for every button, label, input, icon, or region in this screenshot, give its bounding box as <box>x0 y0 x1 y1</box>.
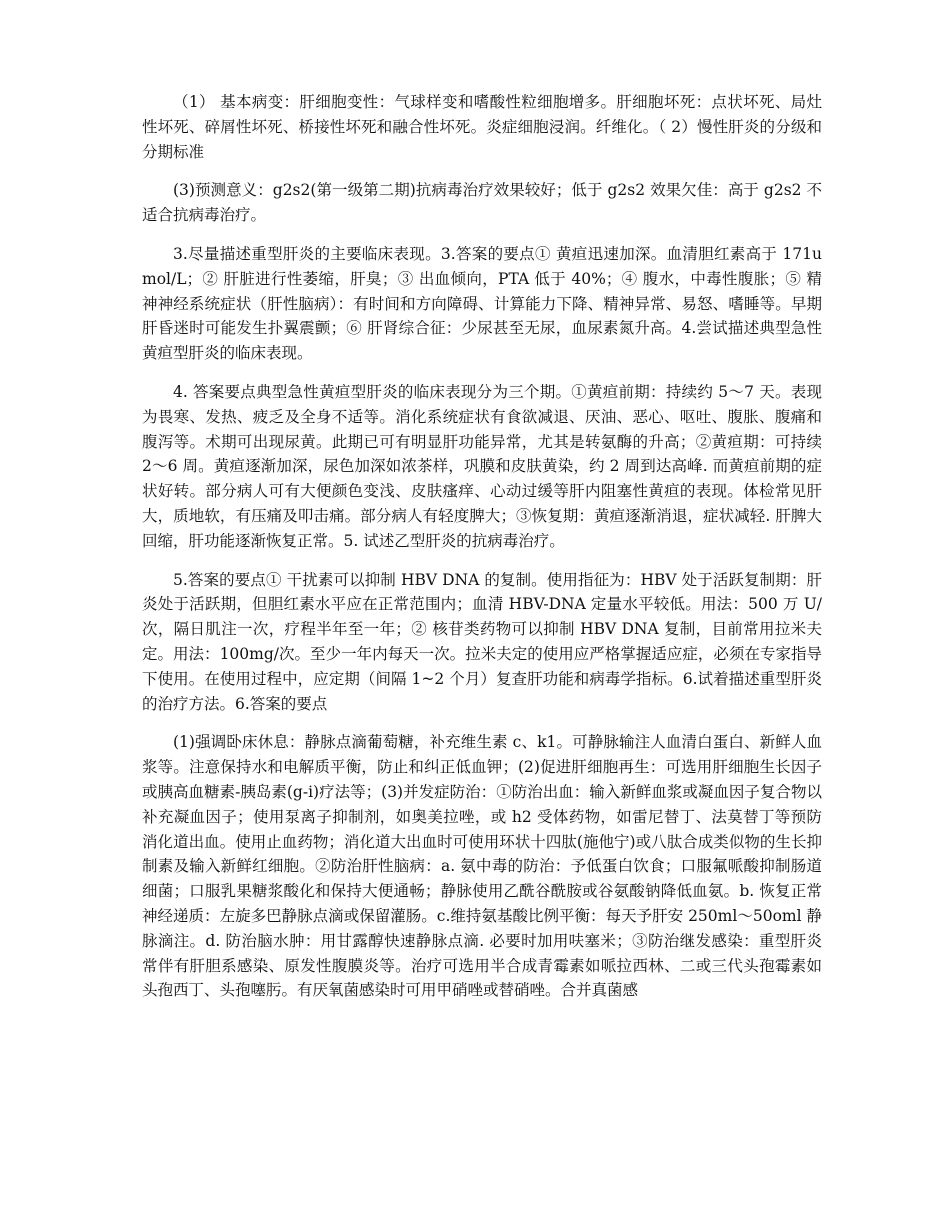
paragraph-acute-icteric-hepatitis: 4. 答案要点典型急性黄疸型肝炎的临床表现分为三个期。①黄疸前期：持续约 5～7 天。表现为畏寒、发热、疲乏及全身不适等。消化系统症状有食欲减退、厌油、恶心、呕吐、腹胀、腹痛和腹泻等。术期可出现尿黄。此期已可有明显肝功能异常，尤其是转氨酶的升高；②黄疸期：可持续 2～6 周。黄疸逐渐加深，尿色加深如浓茶样，巩膜和皮肤黄染，约 2 周到达高峰. 而黄疸前期的症状好转。部分病人可有大便颜色变浅、皮肤瘙痒、心动过缓等肝内阻塞性黄疸的表现。体检常见肝大，质地软，有压痛及叩击痛。部分病人有轻度脾大；③恢复期：黄疸逐渐消退，症状减轻. 肝脾大回缩，肝功能逐渐恢复正常。5. 试述乙型肝炎的抗病毒治疗。 <box>142 382 822 550</box>
document-body <box>142 90 822 1017</box>
paragraph-antiviral-treatment: 5.答案的要点① 干扰素可以抑制 HBV DNA 的复制。使用指征为：HBV 处于活跃复制期：肝炎处于活跃期，但胆红素水平应在正常范围内；血清 HBV-DNA 定量水平较低。用法：500 万 U/次，隔日肌注一次，疗程半年至一年；② 核苷类药物可以抑制 HBV DNA 复制，目前常用拉米夫定。用法：100mg/次。至少一年内每天一次。拉米夫定的使用应严格掌握适应症，必须在专家指导下使用。在使用过程中，应定期（间隔 1~2 个月）复查肝功能和病毒学指标。6.试着描述重型肝炎的治疗方法。6.答案的要点 <box>142 570 822 713</box>
paragraph-pathology: （1） 基本病变：肝细胞变性：气球样变和嗜酸性粒细胞增多。肝细胞坏死：点状坏死、局灶性坏死、碎屑性坏死、桥接性坏死和融合性坏死。炎症细胞浸润。纤维化。（ 2）慢性肝炎的分级和分期标准 <box>142 93 822 161</box>
paragraph-severe-hepatitis-manifestations: 3.尽量描述重型肝炎的主要临床表现。3.答案的要点① 黄疸迅速加深。血清胆红素高于 171umol/L；② 肝脏进行性萎缩，肝臭；③ 出血倾向，PTA 低于 40%；④ 腹水，中毒性腹胀；⑤ 精神神经系统症状（肝性脑病）：有时间和方向障碍、计算能力下降、精神异常、易怒、嗜睡等。早期肝昏迷时可能发生扑翼震颤；⑥ 肝肾综合征：少尿甚至无尿，血尿素氮升高。4.尝试描述典型急性黄疸型肝炎的临床表现。 <box>142 244 822 363</box>
paragraph-severe-hepatitis-treatment: (1)强调卧床休息：静脉点滴葡萄糖，补充维生素 c、k1。可静脉输注人血清白蛋白、新鲜人血浆等。注意保持水和电解质平衡，防止和纠正低血钾；(2)促进肝细胞再生：可选用肝细胞生长因子或胰高血糖素-胰岛素(g-i)疗法等；(3)并发症防治：①防治出血：输入新鲜血浆或凝血因子复合物以补充凝血因子；使用泵离子抑制剂，如奥美拉唑，或 h2 受体药物，如雷尼替丁、法莫替丁等预防消化道出血。使用止血药物；消化道大出血时可使用环状十四肽(施他宁)或八肽合成类似物的生长抑制素及输入新鲜红细胞。②防治肝性脑病：a. 氨中毒的防治：予低蛋白饮食；口服氟哌酸抑制肠道细菌；口服乳果糖浆酸化和保持大便通畅；静脉使用乙酰谷酰胺或谷氨酸钠降低血氨。b. 恢复正常神经递质：左旋多巴静脉点滴或保留灌肠。c.维持氨基酸比例平衡：每天予肝安 250ml～50oml 静脉滴注。d. 防治脑水肿：用甘露醇快速静脉点滴. 必要时加用呋塞米；③防治继发感染：重型肝炎常伴有肝胆系感染、原发性腹膜炎等。治疗可选用半合成青霉素如哌拉西林、二或三代头孢霉素如头孢西丁、头孢噻肟。有厌氧菌感染时可用甲硝唑或替硝唑。合并真菌感 <box>142 733 822 1000</box>
paragraph-prediction: (3)预测意义：g2s2(第一级第二期)抗病毒治疗效果较好；低于 g2s2 效果欠佳：高于 g2s2 不适合抗病毒治疗。 <box>142 181 822 225</box>
